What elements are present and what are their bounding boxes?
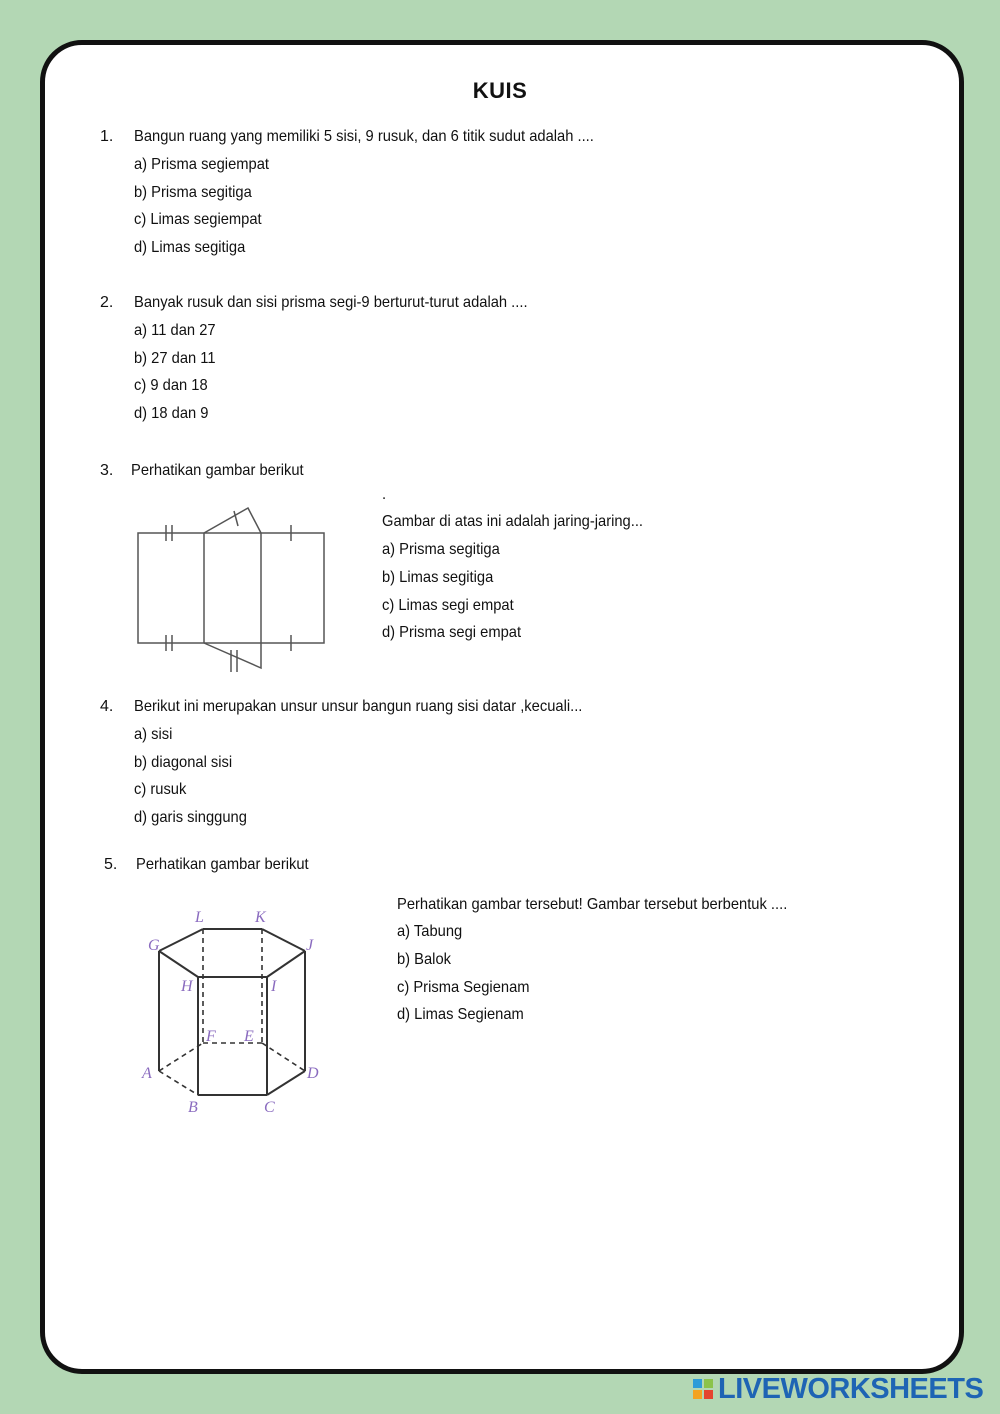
vertex-label-k: K (255, 909, 266, 926)
question-5-option-c[interactable]: c) Prisma Segienam (397, 979, 530, 996)
vertex-label-h: H (181, 978, 193, 995)
question-1-number: 1. (100, 128, 114, 145)
prism-net-figure (130, 500, 335, 680)
question-3-option-d[interactable]: d) Prisma segi empat (382, 624, 522, 641)
question-2-text: Banyak rusuk dan sisi prisma segi-9 berturut-turut adalah .... (134, 294, 528, 311)
question-2-option-a[interactable]: a) 11 dan 27 (134, 322, 216, 339)
question-1-option-c[interactable]: c) Limas segiempat (134, 211, 262, 228)
hexagonal-prism-figure (130, 900, 340, 1120)
question-2-option-b[interactable]: b) 27 dan 11 (134, 350, 216, 367)
question-4-option-c[interactable]: c) rusuk (134, 781, 187, 798)
question-3-dot: . (382, 486, 387, 503)
vertex-label-b: B (188, 1099, 198, 1116)
question-5-option-d[interactable]: d) Limas Segienam (397, 1006, 524, 1023)
question-4-number: 4. (100, 698, 114, 715)
vertex-label-j: J (306, 937, 314, 954)
question-1-option-a[interactable]: a) Prisma segiempat (134, 156, 269, 173)
question-2-option-d[interactable]: d) 18 dan 9 (134, 405, 209, 422)
question-5-prompt: Perhatikan gambar tersebut! Gambar tersebut berbentuk .... (397, 896, 788, 913)
question-4-option-b[interactable]: b) diagonal sisi (134, 754, 233, 771)
vertex-label-f: F (206, 1028, 216, 1045)
question-4-option-d[interactable]: d) garis singgung (134, 809, 247, 826)
question-5-option-b[interactable]: b) Balok (397, 951, 452, 968)
page-title: KUIS (472, 78, 528, 103)
question-3-option-b[interactable]: b) Limas segitiga (382, 569, 494, 586)
question-2-number: 2. (100, 294, 114, 311)
vertex-label-e: E (244, 1028, 254, 1045)
vertex-label-g: G (148, 937, 160, 954)
question-5-option-a[interactable]: a) Tabung (397, 923, 463, 940)
brand-text: LIVEWORKSHEETS (718, 1372, 984, 1405)
question-1-option-d[interactable]: d) Limas segitiga (134, 239, 246, 256)
question-4-option-a[interactable]: a) sisi (134, 726, 173, 743)
question-1-option-b[interactable]: b) Prisma segitiga (134, 184, 252, 201)
liveworksheets-logo-icon (692, 1378, 714, 1400)
question-1-text: Bangun ruang yang memiliki 5 sisi, 9 rusuk, dan 6 titik sudut adalah .... (134, 128, 594, 145)
vertex-label-i: I (271, 978, 277, 995)
question-5-number: 5. (104, 856, 118, 873)
question-4-text: Berikut ini merupakan unsur unsur bangun ruang sisi datar ,kecuali... (134, 698, 583, 715)
question-2-option-c[interactable]: c) 9 dan 18 (134, 377, 208, 394)
question-5-text: Perhatikan gambar berikut (136, 856, 309, 873)
net-outer-rectangle (138, 533, 324, 643)
vertex-label-a: A (142, 1065, 152, 1082)
vertex-label-c: C (264, 1099, 275, 1116)
question-3-text: Perhatikan gambar berikut (131, 462, 304, 479)
question-3-option-c[interactable]: c) Limas segi empat (382, 597, 514, 614)
vertex-label-l: L (195, 909, 204, 926)
question-3-option-a[interactable]: a) Prisma segitiga (382, 541, 500, 558)
liveworksheets-brand (692, 1374, 983, 1404)
question-3-prompt: Gambar di atas ini adalah jaring-jaring... (382, 513, 644, 530)
question-3-number: 3. (100, 462, 114, 479)
vertex-label-d: D (307, 1065, 319, 1082)
